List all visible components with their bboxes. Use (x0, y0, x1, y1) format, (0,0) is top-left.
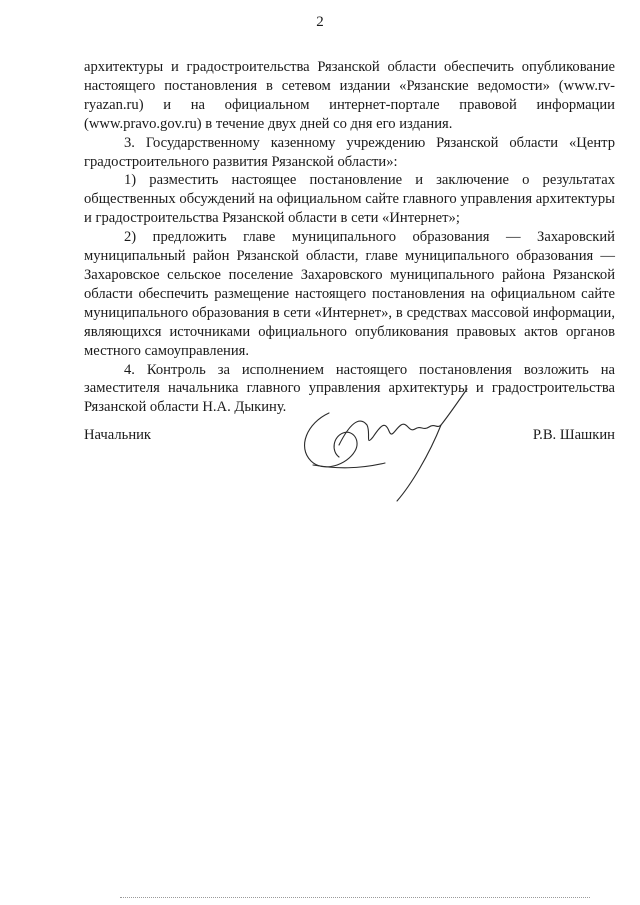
paragraph-item-3: 3. Государственному казенному учреждению Рязанской области «Центр градостроительного развития Рязанской области»: (84, 134, 615, 170)
document-body (84, 58, 615, 417)
handwritten-signature (289, 385, 489, 505)
signature-extension-stroke (441, 389, 467, 425)
paragraph-item-4: 4. Контроль за исполнением настоящего постановления возложить на заместителя начальника главного управления архитектуры и градостроительства Рязанской области Н.А. Дыкину. (84, 361, 615, 416)
paragraph-subitem-2: 2) предложить главе муниципального образования — Захаровский муниципальный район Рязанской области, главе муниципального образования — Захаровское сельское поселение Захаровского муниципального района Рязанской области обеспечить размещение настоящего постановления на официальном сайте муниципального образования в сети «Интернет», в средствах массовой информации, являющихся источниками официального опубликования правовых актов органов местного самоуправления. (84, 229, 615, 359)
paragraph-subitem-1: 1) разместить настоящее постановление и заключение о результатах общественных обсуждений на официальном сайте главного управления архитектуры и градостроительства Рязанской области в сети «Интернет»; (84, 172, 615, 227)
page-bottom-edge (120, 897, 590, 898)
signature-main-stroke (339, 421, 441, 445)
signature-loop-stroke (305, 413, 358, 467)
signature-tail-stroke (397, 425, 441, 501)
page-number: 2 (316, 14, 324, 30)
signer-title: Начальник (84, 427, 152, 443)
signature-block (84, 425, 615, 525)
paragraph-continuation: архитектуры и градостроительства Рязанской области обеспечить опубликование настоящего постановления в сетевом издании «Рязанские ведомости» (www.rv-ryazan.ru) и на официальном интернет-портале правовой информации (www.pravo.gov.ru) в течение двух дней со дня его издания. (84, 59, 615, 132)
signer-name: Р.В. Шашкин (532, 427, 615, 443)
